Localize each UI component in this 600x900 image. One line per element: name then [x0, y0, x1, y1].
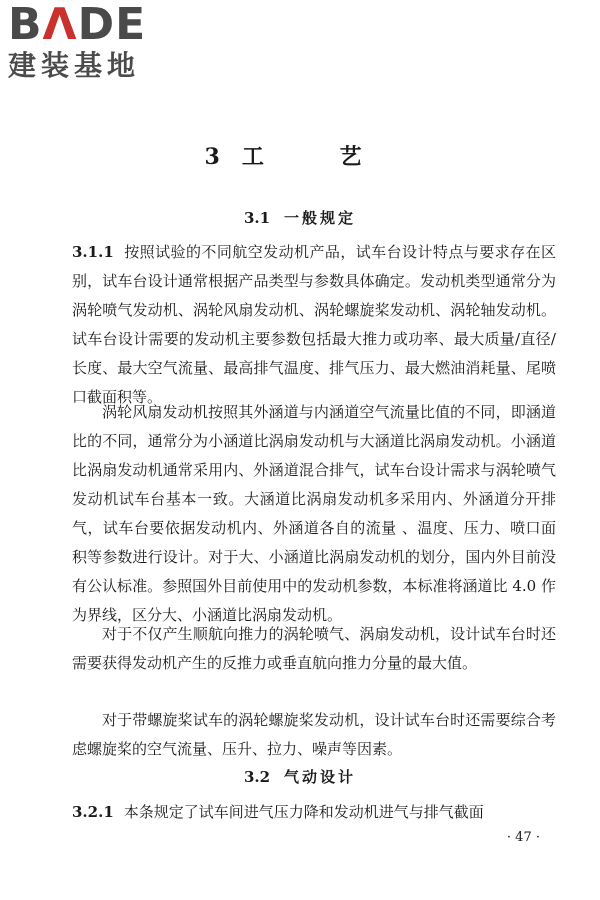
section-number: 3.2 — [243, 768, 271, 786]
paragraph-text: 对于带螺旋桨试车的涡轮螺旋桨发动机，设计试车台时还需要综合考虑螺旋桨的空气流量、压升、拉力、噪声等因素。 — [72, 711, 556, 758]
body-paragraph — [72, 706, 556, 764]
section-heading-3-2 — [0, 766, 600, 787]
clause-number: 3.1.1 — [72, 243, 114, 261]
logo-wordmark: BΛDE — [8, 0, 147, 50]
section-number: 3.1 — [243, 209, 271, 227]
chapter-name: 工 艺 — [241, 144, 396, 170]
paragraph-text: 对于不仅产生顺航向推力的涡轮喷气、涡扇发动机，设计试车台时还需要获得发动机产生的反推力或垂直航向推力分量的最大值。 — [72, 625, 556, 672]
body-paragraph — [72, 398, 556, 630]
paragraph-text: 本条规定了试车间进气压力降和发动机进气与排气截面 — [123, 803, 484, 821]
bade-logo — [8, 2, 178, 82]
body-paragraph — [72, 620, 556, 678]
section-heading-3-1 — [0, 207, 600, 228]
page-number: · 47 · — [506, 830, 540, 845]
paragraph-text: 按照试验的不同航空发动机产品，试车台设计特点与要求存在区别，试车台设计通常根据产品类型与参数具体确定。发动机类型通常分为涡轮喷气发动机、涡轮风扇发动机、涡轮螺旋桨发动机、涡轮轴发动机。试车台设计需要的发动机主要参数包括最大推力或功率、最大质量/直径/长度、最大空气流量、最高排气温度、排气压力、最大燃油消耗量、尾喷口截面积等。 — [72, 243, 556, 406]
section-title: 一般规定 — [284, 209, 357, 227]
clause-3-2-1-paragraph — [72, 798, 556, 827]
clause-number: 3.2.1 — [72, 803, 114, 821]
logo-subtitle: 建装基地 — [8, 49, 141, 82]
clause-3-1-1-paragraph — [72, 238, 556, 412]
paragraph-text: 涡轮风扇发动机按照其外涵道与内涵道空气流量比值的不同，即涵道比的不同，通常分为小涵道比涡扇发动机与大涵道比涡扇发动机。小涵道比涡扇发动机通常采用内、外涵道混合排气，试车台设计需求与涡轮喷气发动机试车台基本一致。大涵道比涡扇发动机多采用内、外涵道分开排气，试车台要依据发动机内、外涵道各自的流量 、温度、压力、喷口面积等参数进行设计。对于大、小涵道比涡扇发动机的划分，国内外目前没有公认标准。参照国外目前使用中的发动机参数，本标准将涵道比 4.0 作为界线，区分大、小涵道比涡扇发动机。 — [72, 403, 556, 624]
chapter-number: 3 — [204, 144, 224, 170]
chapter-title — [0, 140, 600, 171]
section-title: 气动设计 — [284, 768, 357, 786]
